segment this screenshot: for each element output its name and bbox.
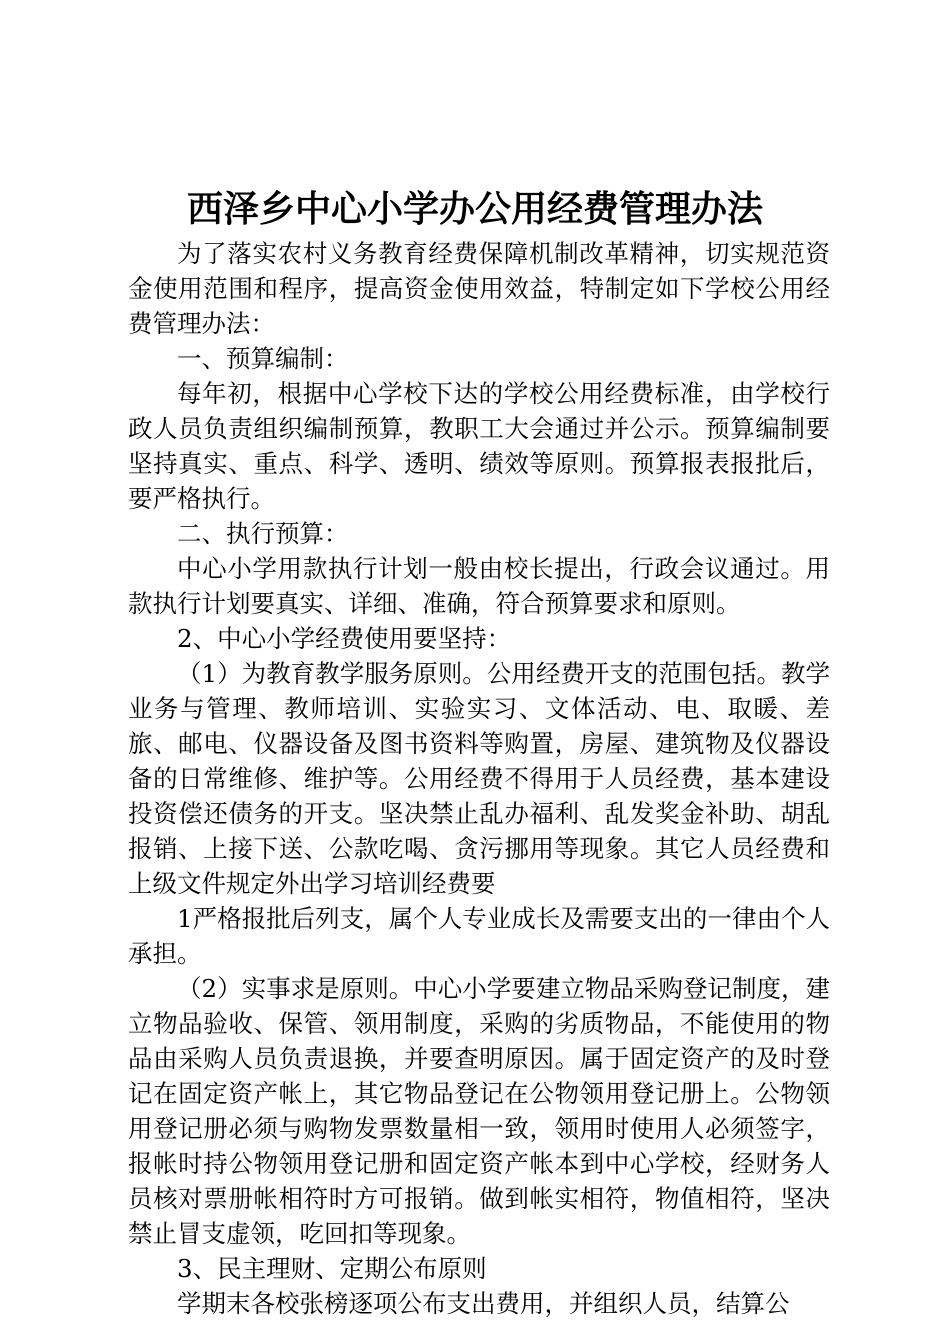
paragraph-intro: 为了落实农村义务教育经费保障机制改革精神，切实规范资金使用范围和程序，提高资金使用效益，特制定如下学校公用经费管理办法： xyxy=(128,239,830,338)
document-body xyxy=(128,236,830,1321)
paragraph-budget: 每年初，根据中心学校下达的学校公用经费标准，由学校行政人员负责组织编制预算，教职工大会通过并公示。预算编制要坚持真实、重点、科学、透明、绩效等原则。预算报表报批后，要严格执行。 xyxy=(128,379,830,513)
document-title: 西泽乡中心小学办公用经费管理办法 xyxy=(186,188,763,230)
subsection-heading-democratic: 3、民主理财、定期公布原则 xyxy=(177,1254,487,1283)
paragraph-principle-2: （2）实事求是原则。中心小学要建立物品采购登记制度，建立物品验收、保管、领用制度，采购的劣质物品，不能使用的物品由采购人员负责退换，并要查明原因。属于固定资产的及时登记在固定资产帐上，其它物品登记在公物领用登记册上。公物领用登记册必须与购物发票数量相一致，领用时使用人必须签字，报帐时持公物领用登记册和固定资产帐本到中心学校，经财务人员核对票册帐相符时方可报销。做到帐实相符，物值相符，坚决禁止冒支虚领，吃回扣等现象。 xyxy=(128,974,830,1248)
paragraph-semester-end: 学期末各校张榜逐项公布支出费用，并组织人员，结算公 xyxy=(177,1289,790,1318)
paragraph-execution: 中心小学用款执行计划一般由校长提出，行政会议通过。用款执行计划要真实、详细、准确，符合预算要求和原则。 xyxy=(128,554,830,618)
section-heading-execution: 二、执行预算： xyxy=(177,519,349,548)
paragraph-approval: 1严格报批后列支，属个人专业成长及需要支出的一律由个人承担。 xyxy=(128,904,830,968)
paragraph-principle-1: （1）为教育教学服务原则。公用经费开支的范围包括。教学业务与管理、教师培训、实验实习、文体活动、电、取暖、差旅、邮电、仪器设备及图书资料等购置，房屋、建筑物及仪器设备的日常维修、维护等。公用经费不得用于人员经费，基本建设投资偿还债务的开支。坚决禁止乱办福利、乱发奖金补助、胡乱报销、上接下送、公款吃喝、贪污挪用等现象。其它人员经费和上级文件规定外出学习培训经费要 xyxy=(128,659,830,898)
subsection-heading-usage: 2、中心小学经费使用要坚持： xyxy=(177,624,512,653)
section-heading-budget: 一、预算编制： xyxy=(177,344,349,373)
